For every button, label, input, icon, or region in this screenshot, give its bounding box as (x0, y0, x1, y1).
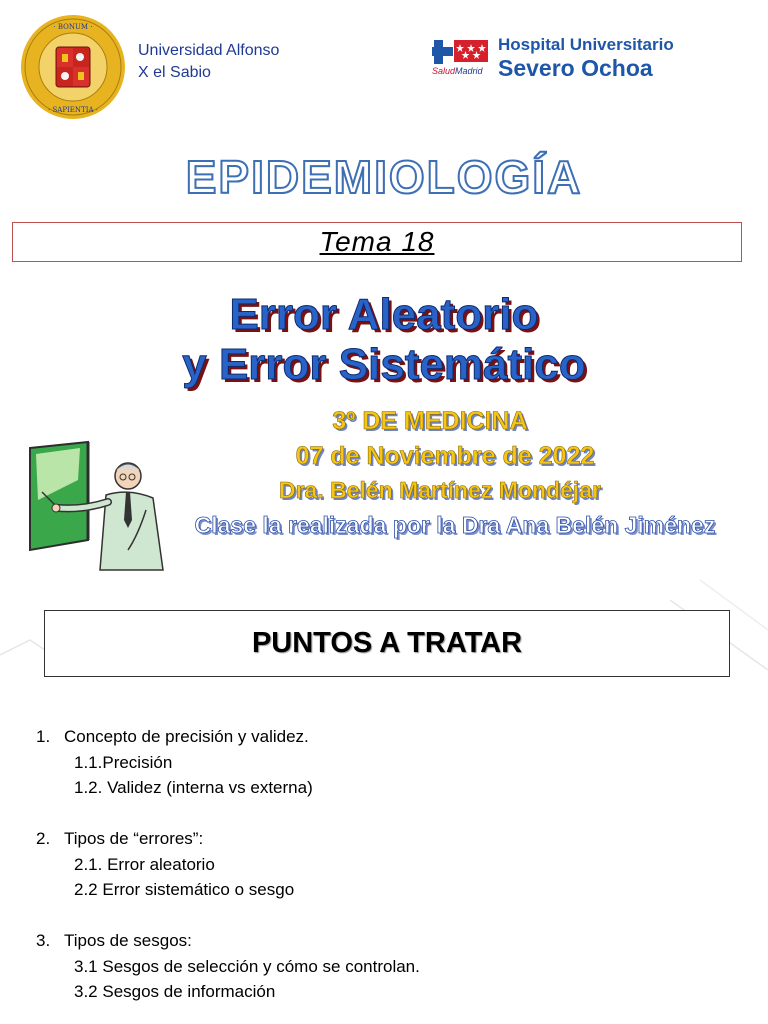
university-seal-logo (20, 14, 126, 120)
topic-label: Tipos de “errores”: (64, 829, 204, 848)
topic-item (36, 928, 420, 954)
course-label: 3º DE MEDICINA (332, 407, 528, 435)
svg-text:· BONUM ·: · BONUM · (53, 23, 93, 31)
subtitle-line2: y Error Sistemático (182, 340, 586, 389)
hospital-name-line1: Hospital Universitario (498, 35, 674, 54)
university-name-line2: X el Sabio (138, 64, 211, 81)
subtopic-item: 2.2 Error sistemático o sesgo (74, 880, 295, 899)
topic-label: Concepto de precisión y validez. (64, 727, 309, 746)
main-title: EPIDEMIOLOGÍA (185, 151, 583, 203)
tema-label: Tema 18 (319, 226, 435, 257)
topic-number: 1. (36, 727, 51, 746)
madrid-text: Madrid (455, 66, 483, 76)
subtopic-item: 1.1.Precisión (74, 752, 173, 772)
doctor-label: Dra. Belén Martínez Mondéjar (278, 477, 602, 503)
svg-text:· SAPIENTIA ·: · SAPIENTIA · (48, 106, 98, 114)
subtopic-item: 1.2. Validez (interna vs externa) (74, 778, 313, 797)
topic-item (36, 724, 420, 750)
topic-item (36, 826, 420, 852)
teacher-at-board-illustration (28, 440, 178, 580)
salud-text: Salud (432, 66, 456, 76)
university-name-line1: Universidad Alfonso (138, 42, 280, 59)
university-name (138, 40, 279, 84)
topic-label: Tipos de sesgos: (64, 931, 192, 950)
subtopic-item: 3.2 Sesgos de información (74, 982, 276, 1001)
puntos-a-tratar-title: PUNTOS A TRATAR (251, 627, 523, 659)
date-label: 07 de Noviembre de 2022 (295, 442, 595, 470)
topic-number: 3. (36, 931, 51, 950)
topic-number: 2. (36, 829, 51, 848)
salud-madrid-text (432, 66, 483, 76)
class-note-label: Clase la realizada por la Dra Ana Belén Jiménez (194, 512, 716, 538)
subtopic-item: 2.1. Error aleatorio (74, 854, 215, 874)
topics-list (36, 724, 420, 1005)
subtitle-line1: Error Aleatorio (229, 290, 539, 339)
hospital-name-line2: Severo Ochoa (498, 55, 653, 81)
tema-box (12, 222, 742, 262)
puntos-a-tratar-box (44, 610, 730, 677)
subtopic-item: 3.1 Sesgos de selección y cómo se controlan. (74, 956, 420, 976)
